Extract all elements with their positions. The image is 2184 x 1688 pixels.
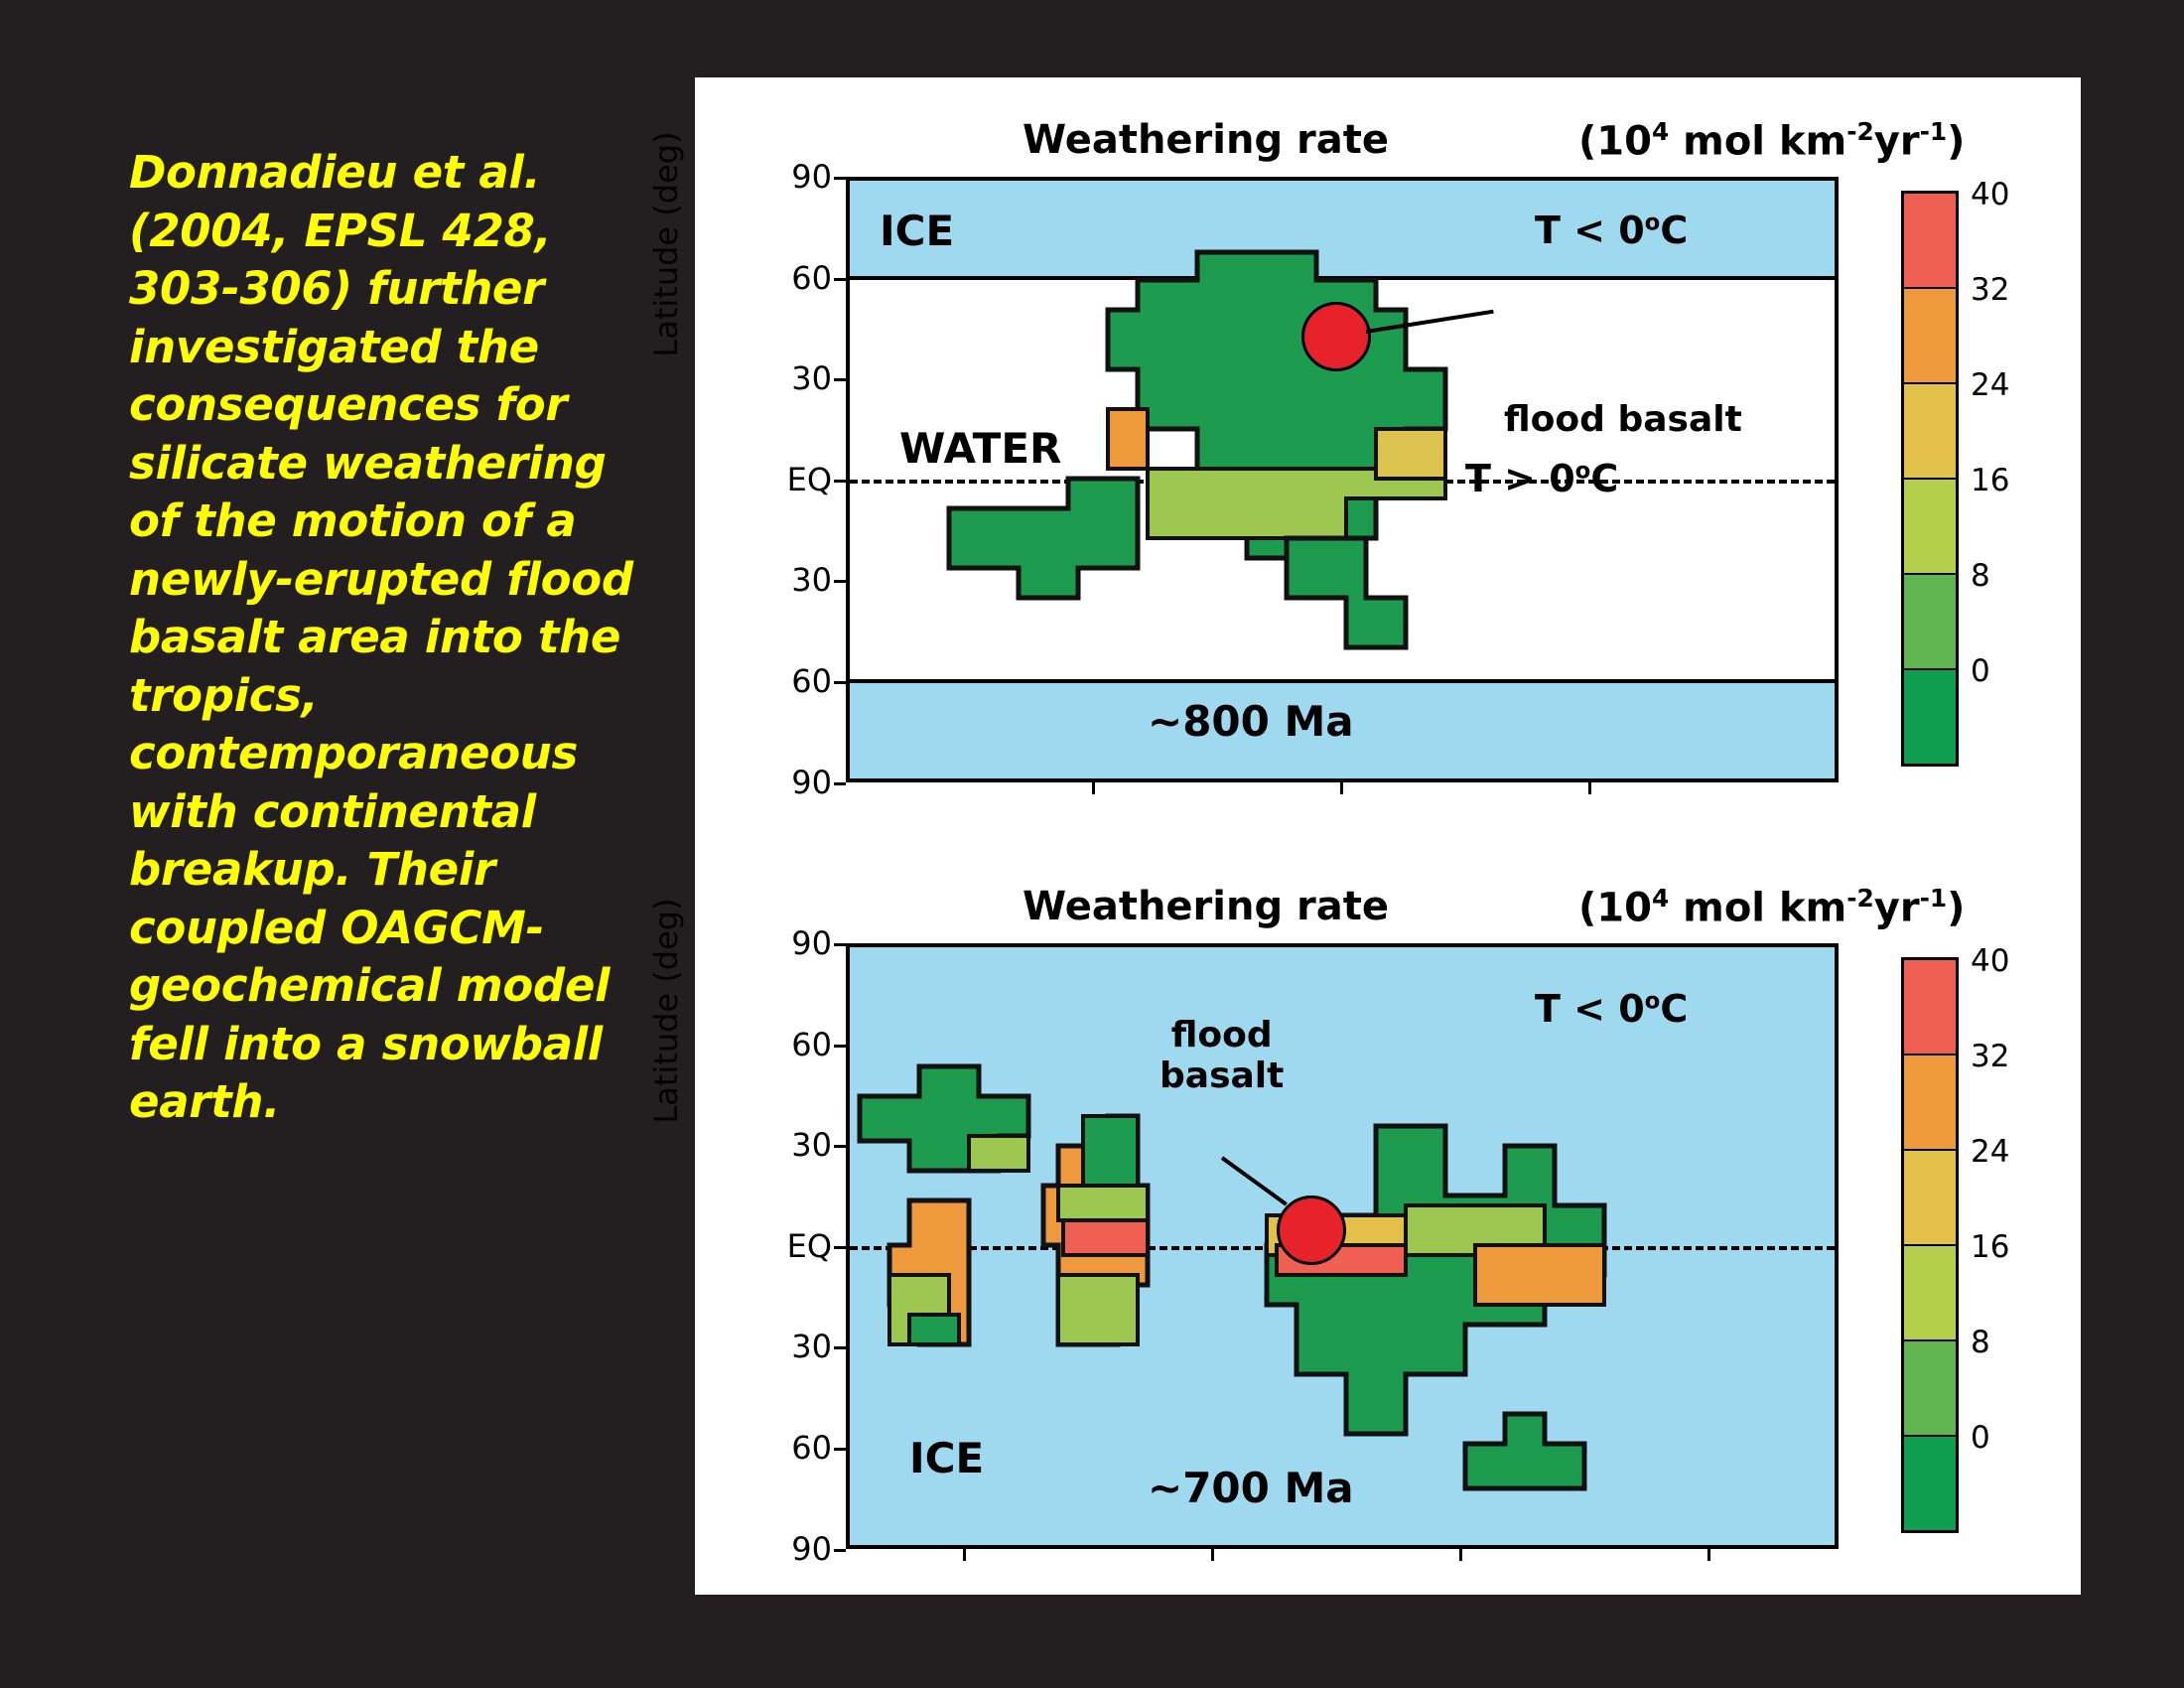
flood-basalt-marker bbox=[1301, 302, 1371, 371]
flood-basalt-marker bbox=[1277, 1196, 1346, 1265]
ytick-top-5: 60 bbox=[791, 662, 832, 700]
ocean-label: WATER bbox=[899, 424, 1062, 473]
ytick-top-3: EQ bbox=[786, 461, 832, 498]
chart-bottom bbox=[647, 862, 2081, 1597]
colorbar-top bbox=[1901, 191, 1959, 767]
ytick-bottom-3: EQ bbox=[786, 1227, 832, 1265]
cb-label-top-2: 24 bbox=[1971, 367, 2010, 403]
xtick-mark bbox=[1707, 1549, 1710, 1561]
ytick-mark bbox=[834, 580, 846, 583]
ytick-top-4: 30 bbox=[791, 561, 832, 599]
cb-label-top-0: 40 bbox=[1971, 177, 2010, 212]
cb-seg-8 bbox=[1904, 1341, 1956, 1437]
age-label-800ma: ~800 Ma bbox=[1148, 697, 1354, 746]
ytick-mark bbox=[834, 1145, 846, 1148]
xtick-mark bbox=[1211, 1549, 1214, 1561]
chart-top-ylabel: Latitude (deg) bbox=[647, 131, 685, 357]
age-label-700ma: ~700 Ma bbox=[1148, 1464, 1354, 1512]
ytick-bottom-5: 60 bbox=[791, 1429, 832, 1467]
cb-label-top-1: 32 bbox=[1971, 272, 2010, 308]
cb-label-bottom-3: 16 bbox=[1971, 1229, 2010, 1265]
ytick-mark bbox=[834, 943, 846, 946]
xtick-mark bbox=[963, 1549, 966, 1561]
chart-top-plot-area bbox=[846, 177, 1839, 782]
colorbar-bottom bbox=[1901, 957, 1959, 1533]
ytick-top-2: 30 bbox=[791, 359, 832, 397]
ice-north-label: ICE bbox=[880, 207, 955, 255]
ytick-mark bbox=[834, 1045, 846, 1048]
chart-bottom-title-text: Weathering rate bbox=[1023, 884, 1389, 929]
flood-basalt-callout-top: flood basalt bbox=[1504, 399, 1742, 440]
cb-seg-32 bbox=[1904, 289, 1956, 384]
chart-top-units: ($10^4$ mol $km^{-2}yr^{-1}$) bbox=[1578, 117, 1966, 165]
cb-seg-0 bbox=[1904, 670, 1956, 764]
temp-cold-label: $T < 0^oC$ bbox=[1535, 987, 1689, 1031]
ytick-top-6: 90 bbox=[791, 764, 832, 801]
ytick-mark bbox=[834, 1246, 846, 1249]
cb-label-top-3: 16 bbox=[1971, 463, 2010, 498]
cb-seg-32 bbox=[1904, 1055, 1956, 1151]
cb-seg-40 bbox=[1904, 960, 1956, 1055]
ytick-mark bbox=[834, 278, 846, 281]
ytick-top-0: 90 bbox=[791, 158, 832, 196]
ytick-mark bbox=[834, 177, 846, 180]
flood-basalt-callout-bottom: flood basalt bbox=[1160, 1015, 1285, 1096]
xtick-mark bbox=[1588, 782, 1591, 794]
figure-panel bbox=[647, 77, 2081, 1595]
ytick-mark bbox=[834, 1346, 846, 1349]
ytick-mark bbox=[834, 378, 846, 381]
xtick-mark bbox=[1092, 782, 1095, 794]
ytick-mark bbox=[834, 681, 846, 684]
cb-seg-16 bbox=[1904, 480, 1956, 575]
continent-landmass-700ma bbox=[850, 947, 1839, 1549]
temp-warm-label: $T > 0^oC$ bbox=[1465, 457, 1619, 500]
ytick-bottom-0: 90 bbox=[791, 924, 832, 962]
cb-seg-0 bbox=[1904, 1437, 1956, 1530]
xtick-mark bbox=[1459, 1549, 1462, 1561]
ytick-bottom-4: 30 bbox=[791, 1328, 832, 1365]
chart-top-title bbox=[1023, 117, 1389, 163]
cb-seg-16 bbox=[1904, 1246, 1956, 1341]
continent-landmass-800ma bbox=[850, 181, 1839, 782]
cb-label-top-4: 8 bbox=[1971, 558, 1990, 594]
ice-global-label: ICE bbox=[909, 1434, 985, 1482]
chart-bottom-plot-area bbox=[846, 943, 1839, 1549]
chart-bottom-units: ($10^4$ mol $km^{-2}yr^{-1}$) bbox=[1578, 884, 1966, 931]
cb-label-bottom-2: 24 bbox=[1971, 1134, 2010, 1170]
ytick-bottom-1: 60 bbox=[791, 1026, 832, 1063]
ytick-top-1: 60 bbox=[791, 259, 832, 297]
ytick-bottom-6: 90 bbox=[791, 1530, 832, 1568]
cb-seg-24 bbox=[1904, 384, 1956, 480]
cb-label-bottom-5: 0 bbox=[1971, 1420, 1990, 1456]
cb-label-bottom-0: 40 bbox=[1971, 943, 2010, 979]
ytick-mark bbox=[834, 1448, 846, 1451]
xtick-mark bbox=[1340, 782, 1343, 794]
temp-cold-label: $T < 0^oC$ bbox=[1535, 209, 1689, 252]
cb-label-top-5: 0 bbox=[1971, 653, 1990, 689]
ytick-bottom-2: 30 bbox=[791, 1126, 832, 1164]
caption-text: Donnadieu et al. (2004, EPSL 428, 303-306) further investigated the consequences for silicate weathering of the motion of a newly-erupted flood basalt area into the tropics, contemporaneous with continental breakup. Their coupled OAGCM-geochemical model fell into a snowball earth. bbox=[129, 146, 633, 1128]
ytick-mark bbox=[834, 1549, 846, 1552]
ytick-mark bbox=[834, 782, 846, 785]
chart-top bbox=[647, 95, 2081, 830]
cb-label-bottom-1: 32 bbox=[1971, 1039, 2010, 1074]
chart-top-title-text: Weathering rate bbox=[1023, 117, 1389, 163]
chart-bottom-ylabel: Latitude (deg) bbox=[647, 898, 685, 1124]
cb-seg-24 bbox=[1904, 1151, 1956, 1246]
cb-seg-8 bbox=[1904, 575, 1956, 670]
chart-bottom-title bbox=[1023, 884, 1389, 929]
cb-label-bottom-4: 8 bbox=[1971, 1325, 1990, 1360]
cb-seg-40 bbox=[1904, 194, 1956, 289]
ytick-mark bbox=[834, 480, 846, 483]
